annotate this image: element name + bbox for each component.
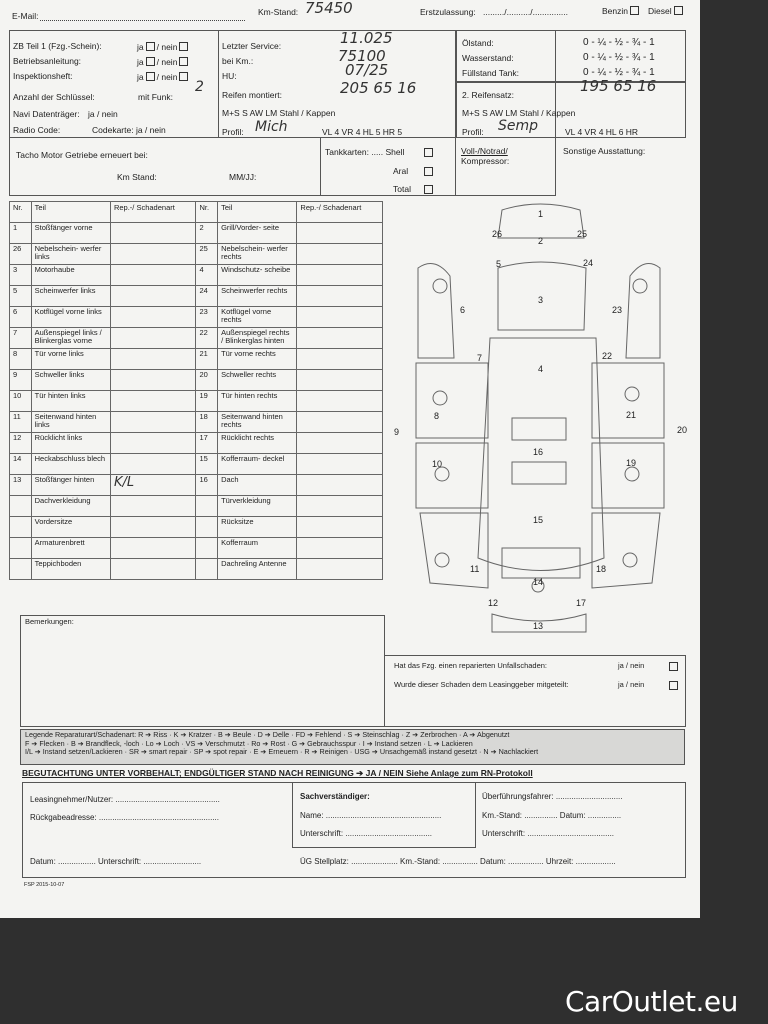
betrieb-label: Betriebsanleitung: bbox=[13, 56, 82, 66]
cell-nr bbox=[10, 517, 32, 538]
legend-line-1: Legende Reparaturart/Schadenart: R ➔ Riss · K ➔ Kratzer · B ➔ Beule · D ➔ Delle · FD ➔ Fehlend · S ➔ Steinschlag · Z ➔ Zerbrochen · A ➔ Abgenutzt bbox=[25, 730, 510, 739]
cell-teil-2: Seitenwand hinten rechts bbox=[218, 412, 297, 433]
fuel-diesel bbox=[648, 6, 685, 16]
diesel-checkbox[interactable] bbox=[674, 6, 683, 15]
email-line bbox=[40, 11, 245, 21]
cell-teil-2: Rücklicht rechts bbox=[218, 433, 297, 454]
cell-schadenart-2[interactable] bbox=[297, 328, 383, 349]
ueberfuehrung-line: Überführungsfahrer: .............................. bbox=[482, 792, 623, 801]
vl-row2: VL 4 VR 4 HL 6 HR bbox=[565, 127, 639, 137]
table-row bbox=[10, 328, 383, 349]
right-front-door-shape bbox=[592, 363, 664, 438]
cell-teil-2: Grill/Vorder- seite bbox=[218, 223, 297, 244]
part-number-26: 26 bbox=[492, 229, 503, 239]
nein-label: / nein bbox=[156, 42, 178, 52]
cell-nr: 26 bbox=[10, 244, 32, 265]
og-row: ÜG Stellplatz: ..................... Km.-Stand: ................ Datum: ................ Uhrzeit: .................. bbox=[300, 857, 616, 866]
wheel-mr bbox=[625, 387, 639, 401]
left-front-door-shape bbox=[416, 363, 488, 438]
damage-table-header bbox=[10, 202, 383, 223]
legend-line-3: I/L ➔ Instand setzen/Lackieren · SR ➔ smart repair · SP ➔ spot repair · E ➔ Erneuern · R ➔ Reinigen · USG ➔ Unsachgemäß instand gesetzt · N ➔ Nachlackiert bbox=[25, 747, 539, 757]
cell-schadenart[interactable] bbox=[110, 328, 196, 349]
reifensatz-value: 195 65 16 bbox=[580, 77, 657, 95]
erstzulassung-label: Erstzulassung: bbox=[420, 7, 476, 17]
sunroof-rear-shape bbox=[512, 462, 566, 484]
total-label: Total bbox=[393, 184, 411, 194]
navi-options: ja / nein bbox=[88, 109, 118, 119]
cell-schadenart-2[interactable] bbox=[297, 265, 383, 286]
cell-nr bbox=[10, 496, 32, 517]
reifen-label: Reifen montiert: bbox=[222, 90, 282, 100]
col-schadenart-2: Rep.-/ Schadenart bbox=[297, 202, 383, 223]
cell-teil: Kotflügel vorne links bbox=[31, 307, 110, 328]
cell-teil-2: Windschutz- scheibe bbox=[218, 265, 297, 286]
cell-schadenart[interactable] bbox=[110, 370, 196, 391]
datum-unterschrift-line: Datum: ................. Unterschrift: .......................... bbox=[30, 857, 202, 866]
legend bbox=[20, 729, 685, 765]
zb-janein bbox=[137, 42, 190, 52]
cell-nr: 11 bbox=[10, 412, 32, 433]
sunroof-front-shape bbox=[512, 418, 566, 440]
col-nr: Nr. bbox=[10, 202, 32, 223]
ja-label: ja bbox=[137, 57, 144, 67]
col-nr-2: Nr. bbox=[196, 202, 218, 223]
part-number-12: 12 bbox=[488, 598, 499, 608]
cell-schadenart-2[interactable] bbox=[297, 496, 383, 517]
part-number-24: 24 bbox=[583, 258, 594, 268]
part-number-7: 7 bbox=[477, 353, 483, 363]
table-row bbox=[10, 496, 383, 517]
part-number-1: 1 bbox=[538, 209, 544, 219]
cell-schadenart[interactable] bbox=[110, 349, 196, 370]
cell-nr: 12 bbox=[10, 433, 32, 454]
mmjj-label: MM/JJ: bbox=[229, 172, 257, 182]
leasing-checkbox[interactable] bbox=[669, 681, 678, 690]
cell-teil-2: Rücksitze bbox=[218, 517, 297, 538]
table-row bbox=[10, 391, 383, 412]
unfall-question: Hat das Fzg. einen reparierten Unfallschaden: bbox=[394, 661, 548, 670]
cell-teil-2: Dachreling Antenne bbox=[218, 559, 297, 580]
cell-nr-2: 15 bbox=[196, 454, 218, 475]
table-row bbox=[10, 307, 383, 328]
part-number-22: 22 bbox=[602, 351, 613, 361]
part-number-15: 15 bbox=[533, 515, 544, 525]
table-row bbox=[10, 517, 383, 538]
cell-schadenart[interactable] bbox=[110, 538, 196, 559]
part-number-18: 18 bbox=[596, 564, 607, 574]
name-line: Name: .................................................... bbox=[300, 811, 442, 820]
fuel-benzin-label: Benzin bbox=[602, 6, 628, 16]
cell-schadenart[interactable] bbox=[110, 412, 196, 433]
cell-teil-2: Kofferraum- deckel bbox=[218, 454, 297, 475]
part-number-17: 17 bbox=[576, 598, 587, 608]
part-number-6: 6 bbox=[460, 305, 466, 315]
table-row bbox=[10, 370, 383, 391]
profil-label: Profil: bbox=[222, 127, 244, 137]
left-quarter-shape bbox=[420, 513, 488, 588]
part-number-9: 9 bbox=[394, 427, 400, 437]
betrieb-ja-checkbox[interactable] bbox=[146, 57, 155, 66]
damage-table bbox=[9, 201, 383, 580]
kmstand-datum-line: Km.-Stand: ............... Datum: ............... bbox=[482, 811, 622, 820]
cell-nr-2: 22 bbox=[196, 328, 218, 349]
betrieb-nein-checkbox[interactable] bbox=[179, 57, 188, 66]
unterschrift2-line: Unterschrift: ....................................... bbox=[482, 829, 615, 838]
cell-nr: 8 bbox=[10, 349, 32, 370]
cell-nr: 3 bbox=[10, 265, 32, 286]
wheel-rr bbox=[625, 467, 639, 481]
cell-nr-2: 21 bbox=[196, 349, 218, 370]
inspektion-janein bbox=[137, 72, 190, 82]
email-label: E-Mail: bbox=[12, 11, 39, 21]
part-number-13: 13 bbox=[533, 621, 544, 631]
right-quarter-shape bbox=[592, 513, 660, 588]
cell-teil: Stoßfänger vorne bbox=[31, 223, 110, 244]
cell-nr-2: 16 bbox=[196, 475, 218, 496]
cell-schadenart-2[interactable] bbox=[297, 433, 383, 454]
cell-nr-2 bbox=[196, 517, 218, 538]
cell-schadenart-2[interactable] bbox=[297, 559, 383, 580]
cell-nr: 14 bbox=[10, 454, 32, 475]
table-row bbox=[10, 559, 383, 580]
cell-teil: Tür vorne links bbox=[31, 349, 110, 370]
cell-schadenart[interactable] bbox=[110, 517, 196, 538]
cell-schadenart[interactable] bbox=[110, 496, 196, 517]
part-number-21: 21 bbox=[626, 410, 637, 420]
leasing-janein: ja / nein bbox=[618, 680, 645, 689]
cell-teil: Schweller links bbox=[31, 370, 110, 391]
table-row bbox=[10, 412, 383, 433]
cell-teil: Tür hinten links bbox=[31, 391, 110, 412]
part-number-20: 20 bbox=[677, 425, 688, 435]
reifen-value: 205 65 16 bbox=[340, 79, 417, 97]
cell-schadenart[interactable] bbox=[110, 433, 196, 454]
cell-nr bbox=[10, 559, 32, 580]
tank-scale: 0 - ¼ - ½ - ¾ - 1 bbox=[583, 67, 655, 78]
cell-schadenart-2[interactable] bbox=[297, 454, 383, 475]
cell-nr-2 bbox=[196, 559, 218, 580]
oel-label: Ölstand: bbox=[462, 38, 494, 48]
cell-nr: 1 bbox=[10, 223, 32, 244]
cell-teil: Vordersitze bbox=[31, 517, 110, 538]
cell-teil: Rücklicht links bbox=[31, 433, 110, 454]
navi-label: Navi Datenträger: bbox=[13, 109, 80, 119]
cell-schadenart-2[interactable] bbox=[297, 391, 383, 412]
cell-teil: Armaturenbrett bbox=[31, 538, 110, 559]
table-row bbox=[10, 433, 383, 454]
wheel-br bbox=[623, 553, 637, 567]
cell-teil-2: Scheinwerfer rechts bbox=[218, 286, 297, 307]
letzter-label: Letzter Service: bbox=[222, 41, 282, 51]
insp-nein-checkbox[interactable] bbox=[179, 72, 188, 81]
cell-schadenart[interactable] bbox=[110, 307, 196, 328]
letzter-value: 11.025 bbox=[340, 29, 393, 47]
funk-value: 2 bbox=[195, 79, 204, 95]
col-teil: Teil bbox=[31, 202, 110, 223]
cell-schadenart-2[interactable] bbox=[297, 307, 383, 328]
cell-nr-2: 4 bbox=[196, 265, 218, 286]
right-rear-door-shape bbox=[592, 443, 664, 508]
cell-schadenart-2[interactable] bbox=[297, 538, 383, 559]
cell-schadenart[interactable]: K/L bbox=[110, 475, 196, 496]
total-checkbox[interactable] bbox=[424, 185, 433, 194]
wheel-ml bbox=[433, 391, 447, 405]
cell-nr: 13 bbox=[10, 475, 32, 496]
cell-schadenart-2[interactable] bbox=[297, 412, 383, 433]
profil2-label: Profil: bbox=[462, 127, 484, 137]
part-number-10: 10 bbox=[432, 459, 443, 469]
part-number-25: 25 bbox=[577, 229, 588, 239]
cell-nr-2 bbox=[196, 538, 218, 559]
cell-teil: Stoßfänger hinten bbox=[31, 475, 110, 496]
funk-label: mit Funk: bbox=[138, 92, 173, 102]
leasingnehmer-line: Leasingnehmer/Nutzer: ............................................... bbox=[30, 795, 220, 804]
table-row bbox=[10, 286, 383, 307]
cell-teil: Dachverkleidung bbox=[31, 496, 110, 517]
part-number-5: 5 bbox=[496, 259, 502, 269]
benzin-checkbox[interactable] bbox=[630, 6, 639, 15]
cell-nr-2: 2 bbox=[196, 223, 218, 244]
beikm-value: 75100 bbox=[338, 47, 386, 65]
part-number-4: 4 bbox=[538, 364, 544, 374]
tacho-row: Tacho Motor Getriebe erneuert bei: bbox=[16, 150, 148, 160]
cell-schadenart[interactable] bbox=[110, 223, 196, 244]
cell-teil: Außenspiegel links / Blinkerglas vorne bbox=[31, 328, 110, 349]
cell-schadenart[interactable] bbox=[110, 391, 196, 412]
fuel-benzin bbox=[602, 6, 641, 16]
table-row bbox=[10, 265, 383, 286]
sonstige-label: Sonstige Ausstattung: bbox=[563, 146, 646, 156]
zb-nein-checkbox[interactable] bbox=[179, 42, 188, 51]
part-number-19: 19 bbox=[626, 458, 637, 468]
part-number-16: 16 bbox=[533, 447, 544, 457]
table-row bbox=[10, 349, 383, 370]
part-number-23: 23 bbox=[612, 305, 623, 315]
cell-teil: Heckabschluss blech bbox=[31, 454, 110, 475]
cell-nr: 10 bbox=[10, 391, 32, 412]
cell-nr: 6 bbox=[10, 307, 32, 328]
aral-checkbox[interactable] bbox=[424, 167, 433, 176]
watermark-logo: CarOutlet.eu bbox=[565, 985, 738, 1018]
cell-schadenart[interactable] bbox=[110, 286, 196, 307]
cell-teil-2: Türverkleidung bbox=[218, 496, 297, 517]
zb-label: ZB Teil 1 (Fzg.-Schein): bbox=[13, 41, 102, 51]
ja-label: ja bbox=[137, 42, 144, 52]
cell-teil-2: Nebelschein- werfer rechts bbox=[218, 244, 297, 265]
cell-schadenart-2[interactable] bbox=[297, 475, 383, 496]
rueckgabe-line: Rückgabeadresse: ...................................................... bbox=[30, 813, 219, 822]
cell-teil: Teppichboden bbox=[31, 559, 110, 580]
table-row bbox=[10, 223, 383, 244]
cell-schadenart[interactable] bbox=[110, 244, 196, 265]
anzahl-label: Anzahl der Schlüssel: bbox=[13, 92, 95, 102]
kompressor-label: Kompressor: bbox=[461, 156, 510, 166]
col-schadenart: Rep.-/ Schadenart bbox=[110, 202, 196, 223]
cell-teil: Nebelschein- werfer links bbox=[31, 244, 110, 265]
begutachtung-note: BEGUTACHTUNG UNTER VORBEHALT; ENDGÜLTIGER STAND NACH REINIGUNG ➔ JA / NEIN Siehe Anlage zum RN-Protokoll bbox=[22, 768, 533, 778]
cell-nr-2: 17 bbox=[196, 433, 218, 454]
left-rear-door-shape bbox=[416, 443, 488, 508]
nein-label: / nein bbox=[156, 72, 178, 82]
cell-teil-2: Tür hinten rechts bbox=[218, 391, 297, 412]
legend-line-2: F ➔ Flecken · B ➔ Brandfleck, -loch · Lo ➔ Loch · VS ➔ Verschmutzt · Ro ➔ Rost · G ➔ Gebrauchsspur · I ➔ Instand setzen · L ➔ Lackieren bbox=[25, 738, 473, 748]
hu-label: HU: bbox=[222, 71, 237, 81]
cell-nr: 9 bbox=[10, 370, 32, 391]
cell-nr-2: 23 bbox=[196, 307, 218, 328]
col-teil-2: Teil bbox=[218, 202, 297, 223]
table-row bbox=[10, 454, 383, 475]
oel-scale: 0 - ¼ - ½ - ¾ - 1 bbox=[583, 37, 655, 48]
table-row bbox=[10, 244, 383, 265]
cell-nr: 7 bbox=[10, 328, 32, 349]
cell-nr-2: 25 bbox=[196, 244, 218, 265]
wheel-fl bbox=[433, 279, 447, 293]
part-number-3: 3 bbox=[538, 295, 544, 305]
cell-teil: Motorhaube bbox=[31, 265, 110, 286]
unfall-janein: ja / nein bbox=[618, 661, 645, 670]
leasing-question: Wurde dieser Schaden dem Leasinggeber mitgeteilt: bbox=[394, 680, 569, 689]
fuel-diesel-label: Diesel bbox=[648, 6, 672, 16]
wheel-fr bbox=[633, 279, 647, 293]
table-row bbox=[10, 538, 383, 559]
betrieb-janein bbox=[137, 57, 190, 67]
tankkarten-label: Tankkarten: ..... Shell bbox=[325, 147, 405, 157]
ms-row2: M+S S AW LM Stahl / Kappen bbox=[462, 108, 576, 118]
part-number-11: 11 bbox=[470, 564, 480, 574]
profil-value: Mich bbox=[255, 119, 288, 135]
kmstand-label: Km Stand: bbox=[117, 172, 157, 182]
unfall-checkbox[interactable] bbox=[669, 662, 678, 671]
beikm-label: bei Km.: bbox=[222, 56, 254, 66]
cell-schadenart[interactable] bbox=[110, 559, 196, 580]
cell-teil: Seitenwand hinten links bbox=[31, 412, 110, 433]
cell-schadenart-2[interactable] bbox=[297, 517, 383, 538]
cell-nr-2: 24 bbox=[196, 286, 218, 307]
cell-teil-2: Kotflügel vorne rechts bbox=[218, 307, 297, 328]
wheel-bl bbox=[435, 553, 449, 567]
cell-schadenart-2[interactable] bbox=[297, 286, 383, 307]
unterschrift-line: Unterschrift: ....................................... bbox=[300, 829, 433, 838]
cell-teil-2: Schweller rechts bbox=[218, 370, 297, 391]
part-number-2: 2 bbox=[538, 236, 544, 246]
sachverstaendiger-label: Sachverständiger: bbox=[300, 792, 370, 801]
cell-teil-2: Dach bbox=[218, 475, 297, 496]
km-label: Km-Stand: bbox=[258, 7, 299, 17]
left-fender-shape bbox=[418, 264, 454, 359]
profil2-value: Semp bbox=[498, 118, 539, 134]
insp-ja-checkbox[interactable] bbox=[146, 72, 155, 81]
cell-teil-2: Tür vorne rechts bbox=[218, 349, 297, 370]
cell-nr-2: 18 bbox=[196, 412, 218, 433]
cell-nr: 5 bbox=[10, 286, 32, 307]
form-code: FSP 2015-10-07 bbox=[24, 882, 65, 888]
cell-nr bbox=[10, 538, 32, 559]
codekarte-label: Codekarte: ja / nein bbox=[92, 125, 166, 135]
cell-nr-2: 20 bbox=[196, 370, 218, 391]
cell-schadenart-2[interactable] bbox=[297, 349, 383, 370]
hu-value: 07/25 bbox=[345, 61, 389, 79]
wheel-rl bbox=[435, 467, 449, 481]
cell-schadenart[interactable] bbox=[110, 265, 196, 286]
part-number-14: 14 bbox=[533, 577, 544, 587]
cell-nr-2: 19 bbox=[196, 391, 218, 412]
cell-schadenart-2[interactable] bbox=[297, 370, 383, 391]
table-row bbox=[10, 475, 383, 496]
cell-schadenart-2[interactable] bbox=[297, 244, 383, 265]
cell-teil-2: Kofferraum bbox=[218, 538, 297, 559]
wasser-label: Wasserstand: bbox=[462, 53, 514, 63]
cell-schadenart-2[interactable] bbox=[297, 223, 383, 244]
tank-label: Füllstand Tank: bbox=[462, 68, 520, 78]
cell-teil-2: Außenspiegel rechts / Blinkerglas hinten bbox=[218, 328, 297, 349]
remarks-box bbox=[20, 615, 385, 727]
ja-label: ja bbox=[137, 72, 144, 82]
remarks-label: Bemerkungen: bbox=[25, 617, 74, 626]
zb-ja-checkbox[interactable] bbox=[146, 42, 155, 51]
wasser-scale: 0 - ¼ - ½ - ¾ - 1 bbox=[583, 52, 655, 63]
trunk-shape bbox=[502, 548, 580, 578]
cell-teil: Scheinwerfer links bbox=[31, 286, 110, 307]
erstzulassung-dots: ........./........../............... bbox=[483, 7, 569, 17]
km-value: 75450 bbox=[305, 0, 353, 17]
voll-label: Voll-/Notrad/ bbox=[461, 146, 508, 156]
shell-checkbox[interactable] bbox=[424, 148, 433, 157]
reifensatz-label: 2. Reifensatz: bbox=[462, 90, 514, 100]
right-fender-shape bbox=[626, 264, 660, 359]
nein-label: / nein bbox=[156, 57, 178, 67]
part-number-8: 8 bbox=[434, 411, 440, 421]
ms-row: M+S S AW LM Stahl / Kappen bbox=[222, 108, 336, 118]
cell-schadenart[interactable] bbox=[110, 454, 196, 475]
aral-label: Aral bbox=[393, 166, 409, 176]
vl-row: VL 4 VR 4 HL 5 HR 5 bbox=[322, 127, 403, 137]
cell-nr-2 bbox=[196, 496, 218, 517]
inspektion-label: Inspektionsheft: bbox=[13, 71, 73, 81]
radio-label: Radio Code: bbox=[13, 125, 61, 135]
